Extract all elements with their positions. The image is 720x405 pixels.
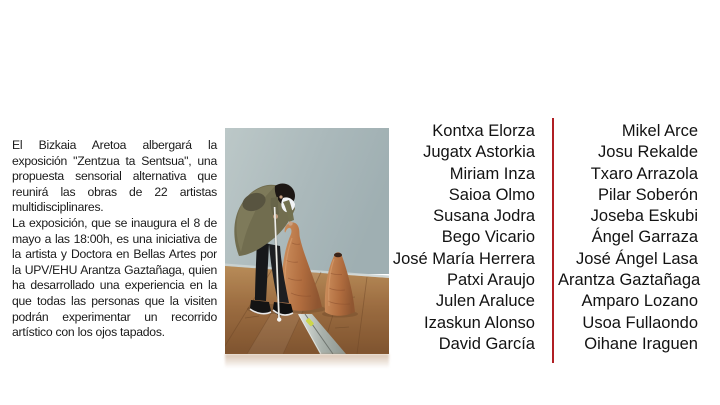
artist-name: Josu Rekalde (598, 143, 698, 162)
exhibition-photo (225, 128, 389, 354)
poster-title: ZENTZUA TA SENTSUA (394, 3, 698, 36)
artist-name: Mikel Arce (621, 122, 698, 140)
photo-reflection (225, 354, 389, 368)
artist-name: Saioa Olmo (448, 185, 535, 204)
artist-name: Kontxa Elorza (432, 122, 535, 140)
artist-name: Patxi Araujo (446, 271, 535, 290)
artist-name: Susana Jodra (433, 207, 535, 226)
artist-name: Joseba Eskubi (590, 207, 698, 226)
description-text (12, 138, 217, 341)
artist-name: Izaskun Alonso (424, 313, 535, 332)
artist-name: David García (438, 334, 535, 353)
artist-column-1 (370, 121, 535, 355)
artist-name: Ángel Garraza (591, 228, 698, 247)
header-divider-line (230, 67, 698, 69)
artist-name: José Ángel Lasa (575, 249, 698, 268)
poster-subtitle: Bizkaia Aretoa / Sala de exposiciones Chillida (385, 38, 698, 58)
header-banner (0, 0, 720, 109)
description-paragraph-2: La exposición, que se inaugura el 8 de mayo a las 18:00h, es una iniciativa de la artista y Doctora en Bellas Artes por la UPV/EHU Arantza Gaztañaga, quien ha desarrollado una experiencia en la que todas las personas que la visiten podrán experimentar un recorrido artístico con los ojos tapados. (12, 215, 217, 340)
artist-name: Txaro Arrazola (590, 164, 698, 183)
artist-name: Arantza Gaztañaga (558, 271, 701, 290)
artist-column-2 (558, 121, 701, 355)
artist-name: José María Herrera (392, 249, 535, 268)
date-line: 2023ko Maiatzak 8tik 18ra /del 8 al 18 de mayo de 2023 (293, 79, 696, 101)
artist-name: Oihane Iraguen (584, 334, 698, 353)
artist-name: Bego Vicario (441, 228, 535, 247)
sculpture-opening (334, 253, 342, 258)
artist-name: Amparo Lozano (581, 292, 698, 311)
artist-name: Miriam Inza (449, 164, 535, 183)
cane-tip-ball (277, 317, 281, 321)
artist-name: Julen Araluce (435, 292, 535, 311)
description-paragraph-1: El Bizkaia Aretoa albergará la exposición "Zentzua ta Sentsua", una propuesta sensorial alternativa que reunirá las obras de 22 artistas multidisciplinares. (12, 138, 217, 215)
artist-name: Jugatx Astorkia (423, 143, 535, 162)
artist-name: Pilar Soberón (598, 185, 698, 204)
red-divider-line (552, 118, 554, 363)
artist-name: Usoa Fullaondo (582, 313, 698, 332)
